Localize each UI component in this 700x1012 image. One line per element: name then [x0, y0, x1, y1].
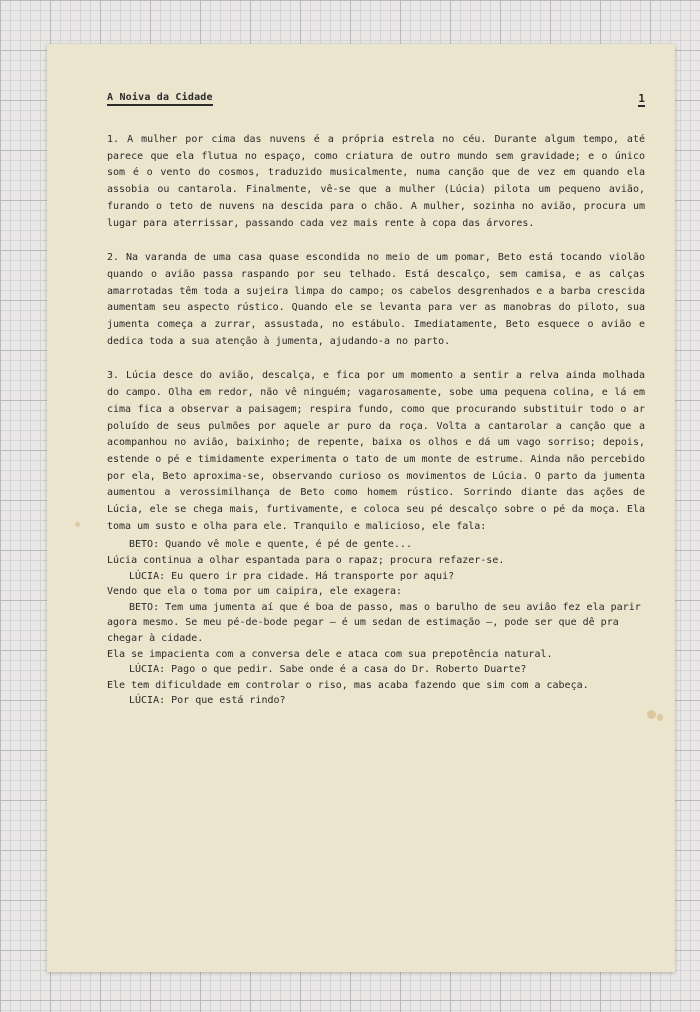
scene-paragraph-2: 2. Na varanda de uma casa quase escondida no meio de um pomar, Beto está tocando violão quando o avião passa raspando por seu telhado. Está descalço, sem camisa, e as calças amarrotadas têm toda a sujeira limpa do campo; os cabelos desgrenhados e a barba crescida aumentam seu aspecto rústico. Quando ele se levanta para ver as manobras do piloto, sua jumenta começa a zurrar, assustada, no estábulo. Imediatamente, Beto esquece o avião e dedica toda a sua atenção à jumenta, ajudando-a no parto.: [107, 252, 645, 347]
stage-direction: Ela se impacienta com a conversa dele e ataca com sua prepotência natural.: [107, 648, 553, 660]
stage-direction: Lúcia continua a olhar espantada para o rapaz; procura refazer-se.: [107, 555, 505, 567]
dialogue-line: LÚCIA: Por que está rindo?: [129, 695, 286, 707]
document-title: A Noiva da Cidade: [107, 92, 213, 106]
typewritten-page: [47, 44, 675, 972]
page-header: [107, 92, 645, 132]
dialogue-line: BETO: Quando vê mole e quente, é pé de gente...: [129, 539, 412, 551]
scene-paragraph-3: 3. Lúcia desce do avião, descalça, e fica por um momento a sentir a relva ainda molhada do campo. Olha em redor, não vê ninguém; vagarosamente, sobe uma pequena colina, e lá em cima fica a observar a paisagem; respira fundo, como que procurando substituir todo o ar poluído de seus pulmões por aquele ar puro da roça. Volta a cantarolar a canção que a acompanhou no avião, baixinho; de repente, baixa os olhos e dá um vago sorriso; depois, estende o pé e timidamente experimenta o tato de um monte de estrume. Ainda não percebido por ela, Beto aproxima-se, observando curioso os movimentos de Lúcia. O parto da jumenta aumentou a verossimilhança de Beto como homem rústico. Sorrindo diante das ações de Lúcia, ele se chega mais, furtivamente, e coloca seu pé descalço sobre o pé da moça. Ela toma um susto e olha para ele. Tranquilo e malicioso, ele fala:: [107, 370, 645, 532]
scene-paragraph-1: 1. A mulher por cima das nuvens é a própria estrela no céu. Durante algum tempo, até parece que ela flutua no espaço, como criatura de outro mundo sem gravidade; e o único som é o vento do cosmos, traduzido musicalmente, numa canção que de vez em quando ela assobia ou cantarola. Finalmente, vê-se que a mulher (Lúcia) pilota um pequeno avião, furando o teto de nuvens na descida para o chão. A mulher, sozinha no avião, procura um lugar para aterrissar, passando cada vez mais rente à copa das árvores.: [107, 134, 645, 229]
page-number: 1: [638, 92, 645, 105]
dialogue-line: BETO: Tem uma jumenta aí que é boa de passo, mas o barulho de seu avião fez ela parir agora mesmo. Se meu pé-de-bode pegar — é um sedan de estimação —, pode ser que dê pra chegar à cidade.: [107, 601, 641, 645]
dialogue-line: LÚCIA: Pago o que pedir. Sabe onde é a casa do Dr. Roberto Duarte?: [129, 664, 527, 676]
stage-direction: Vendo que ela o toma por um caipira, ele exagera:: [107, 586, 403, 598]
script-body: [107, 132, 645, 709]
paper-stain: [657, 714, 663, 721]
paper-stain: [647, 710, 656, 719]
paper-stain: [75, 522, 80, 527]
stage-direction: Ele tem dificuldade em controlar o riso, mas acaba fazendo que sim com a cabeça.: [107, 679, 589, 691]
dialogue-line: LÚCIA: Eu quero ir pra cidade. Há transporte por aqui?: [129, 570, 455, 582]
